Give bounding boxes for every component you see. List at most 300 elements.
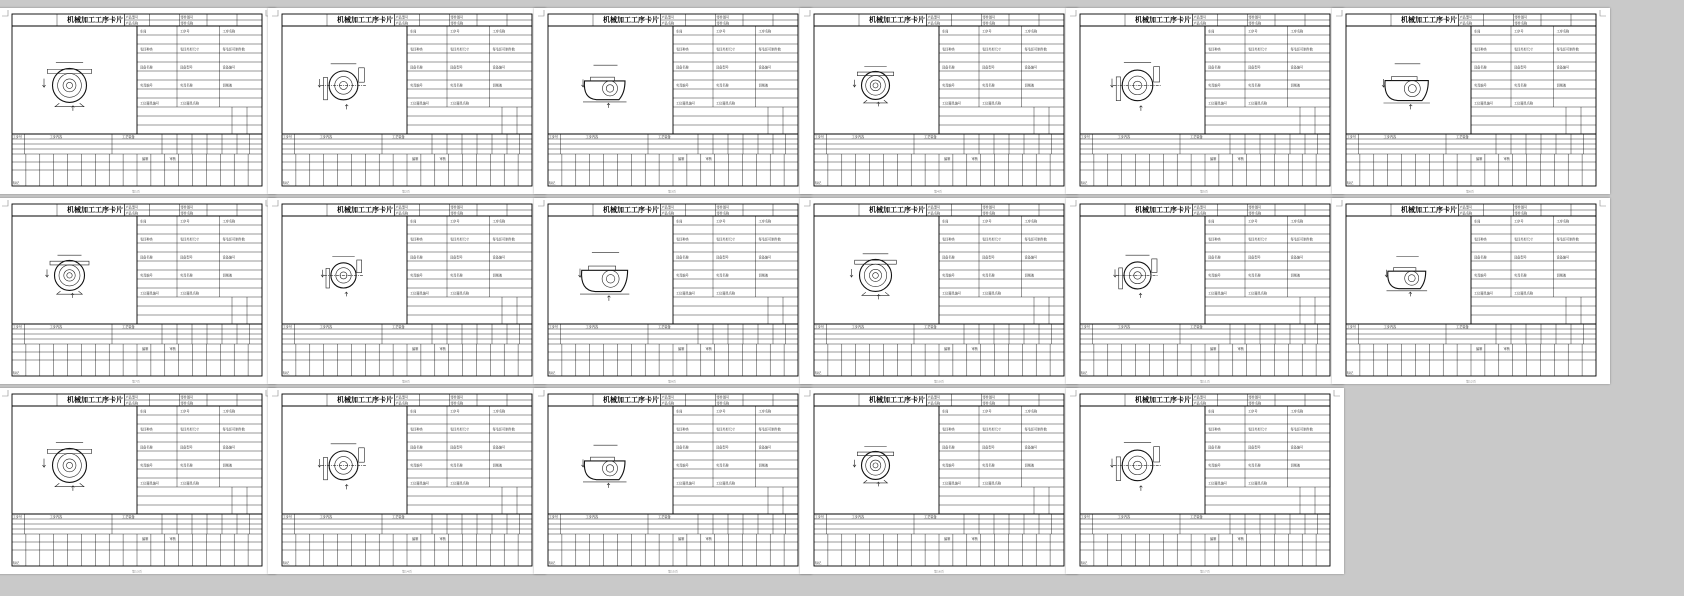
blank-count-label: 每毛坯可制件数 (222, 47, 245, 52)
card-title: 机械加工工序卡片 (1135, 396, 1191, 404)
workshop-label: 车间 (410, 29, 417, 34)
equipment-name-label: 设备名称 (1474, 255, 1487, 260)
product-name-label: 产品名称 (927, 211, 941, 216)
equipment-model-label: 设备型号 (1514, 255, 1527, 260)
equipment-no-label: 设备编号 (492, 65, 506, 70)
product-model-label: 产品型号 (1459, 205, 1473, 210)
part-name-label: 零件名称 (450, 401, 464, 406)
fixture-no-label: 夹具编号 (1474, 83, 1487, 88)
step-no-header: 工步号 (12, 134, 23, 139)
card-title: 机械加工工序卡片 (337, 16, 393, 24)
page-thumbnail[interactable] (268, 388, 546, 574)
step-content-header: 工步内容 (1117, 134, 1131, 139)
station-tool-name-label: 工位器具名称 (1248, 481, 1268, 486)
part-sketch (582, 65, 627, 108)
coolant-label: 切削液 (222, 83, 233, 88)
fixture-no-label: 夹具编号 (410, 463, 423, 468)
blank-type-label: 毛坯种类 (140, 237, 153, 242)
blank-type-label: 毛坯种类 (1474, 47, 1487, 52)
process-no-label: 工序号 (1514, 219, 1524, 224)
fixture-no-label: 夹具编号 (140, 83, 153, 88)
equipment-name-label: 设备名称 (942, 445, 955, 450)
process-card-drawing (0, 198, 276, 384)
blank-type-label: 毛坯种类 (942, 237, 955, 242)
marking-label: 标记 (283, 371, 290, 375)
blank-count-label: 每毛坯可制件数 (1290, 237, 1313, 242)
step-no-header: 工步号 (548, 324, 559, 329)
card-title: 机械加工工序卡片 (67, 396, 123, 404)
blank-type-label: 毛坯种类 (140, 427, 153, 432)
part-sketch (1382, 64, 1430, 110)
page-thumbnail[interactable] (800, 388, 1078, 574)
blank-count-label: 每毛坯可制件数 (1290, 427, 1313, 432)
workshop-label: 车间 (410, 219, 417, 224)
fixture-name-label: 夹具名称 (1248, 273, 1261, 278)
page-thumbnail[interactable] (800, 198, 1078, 384)
process-card-drawing (800, 388, 1078, 574)
fixture-no-label: 夹具编号 (676, 83, 689, 88)
card-title: 机械加工工序卡片 (337, 206, 393, 214)
product-name-label: 产品名称 (927, 401, 941, 406)
page-thumbnail[interactable] (534, 198, 812, 384)
compiled-label: 编制 (944, 157, 951, 161)
process-equipment-header: 工艺装备 (392, 514, 405, 519)
blank-type-label: 毛坯种类 (942, 47, 955, 52)
part-name-label: 零件名称 (1248, 401, 1262, 406)
process-card-drawing (268, 198, 546, 384)
part-drawing-no-label: 零件图号 (1248, 205, 1262, 210)
station-tool-name-label: 工位器具名称 (180, 101, 200, 106)
coolant-label: 切削液 (222, 463, 233, 468)
part-name-label: 零件名称 (716, 211, 730, 216)
equipment-name-label: 设备名称 (942, 255, 955, 260)
process-card-drawing (800, 8, 1078, 194)
page-thumbnail[interactable] (1066, 388, 1344, 574)
fixture-name-label: 夹具名称 (1248, 463, 1261, 468)
fixture-name-label: 夹具名称 (1514, 83, 1527, 88)
page-thumbnail[interactable] (1332, 8, 1610, 194)
step-content-header: 工步内容 (851, 324, 865, 329)
reviewed-label: 审核 (169, 347, 176, 351)
part-sketch (321, 257, 363, 297)
fixture-name-label: 夹具名称 (982, 273, 995, 278)
equipment-no-label: 设备编号 (758, 445, 772, 450)
process-equipment-header: 工艺装备 (392, 134, 405, 139)
coolant-label: 切削液 (1290, 273, 1301, 278)
equipment-no-label: 设备编号 (1290, 445, 1304, 450)
page-number: 第7页 (132, 379, 140, 384)
card-title: 机械加工工序卡片 (1401, 16, 1457, 24)
part-sketch (853, 447, 894, 487)
card-title: 机械加工工序卡片 (337, 396, 393, 404)
reviewed-label: 审核 (1503, 157, 1510, 161)
fixture-no-label: 夹具编号 (1208, 83, 1221, 88)
blank-size-label: 毛坯外形尺寸 (450, 237, 470, 242)
part-name-label: 零件名称 (180, 401, 194, 406)
part-name-label: 零件名称 (180, 21, 194, 26)
blank-type-label: 毛坯种类 (410, 237, 423, 242)
fixture-no-label: 夹具编号 (410, 83, 423, 88)
workshop-label: 车间 (942, 219, 949, 224)
product-name-label: 产品名称 (661, 211, 675, 216)
equipment-no-label: 设备编号 (1556, 65, 1570, 70)
equipment-name-label: 设备名称 (676, 255, 689, 260)
station-tool-no-label: 工位器具编号 (676, 291, 696, 296)
process-card-drawing (1332, 198, 1610, 384)
process-no-label: 工序号 (450, 29, 460, 34)
equipment-model-label: 设备型号 (450, 255, 463, 260)
page-number: 第17页 (1200, 569, 1210, 574)
compiled-label: 编制 (1476, 347, 1483, 351)
step-no-header: 工步号 (548, 134, 559, 139)
reviewed-label: 审核 (705, 157, 712, 161)
step-content-header: 工步内容 (319, 514, 333, 519)
equipment-no-label: 设备编号 (492, 255, 506, 260)
station-tool-no-label: 工位器具编号 (1474, 291, 1494, 296)
blank-count-label: 每毛坯可制件数 (1556, 237, 1579, 242)
blank-size-label: 毛坯外形尺寸 (180, 47, 200, 52)
equipment-name-label: 设备名称 (1208, 445, 1221, 450)
marking-label: 标记 (815, 181, 822, 185)
part-name-label: 零件名称 (450, 211, 464, 216)
fixture-name-label: 夹具名称 (982, 83, 995, 88)
step-no-header: 工步号 (1080, 324, 1091, 329)
station-tool-name-label: 工位器具名称 (1514, 291, 1534, 296)
coolant-label: 切削液 (222, 273, 233, 278)
fixture-name-label: 夹具名称 (716, 83, 729, 88)
process-card-drawing (1066, 198, 1344, 384)
part-sketch (579, 252, 630, 300)
part-name-label: 零件名称 (982, 401, 996, 406)
coolant-label: 切削液 (1290, 83, 1301, 88)
coolant-label: 切削液 (758, 83, 769, 88)
process-card-drawing (1066, 8, 1344, 194)
part-name-label: 零件名称 (450, 21, 464, 26)
page-thumbnail[interactable] (1332, 198, 1610, 384)
workshop-label: 车间 (676, 29, 683, 34)
part-name-label: 零件名称 (1248, 21, 1262, 26)
step-no-header: 工步号 (12, 514, 23, 519)
part-sketch (1114, 255, 1159, 298)
blank-count-label: 每毛坯可制件数 (492, 237, 515, 242)
blank-size-label: 毛坯外形尺寸 (1248, 427, 1268, 432)
card-title: 机械加工工序卡片 (67, 16, 123, 24)
blank-size-label: 毛坯外形尺寸 (716, 237, 736, 242)
equipment-model-label: 设备型号 (450, 445, 463, 450)
station-tool-name-label: 工位器具名称 (1248, 291, 1268, 296)
step-no-header: 工步号 (814, 324, 825, 329)
part-sketch (1111, 442, 1162, 490)
card-title: 机械加工工序卡片 (869, 16, 925, 24)
process-name-label: 工序名称 (1024, 29, 1038, 34)
blank-size-label: 毛坯外形尺寸 (982, 237, 1002, 242)
step-content-header: 工步内容 (585, 324, 599, 329)
process-equipment-header: 工艺装备 (658, 134, 671, 139)
process-no-label: 工序号 (982, 409, 992, 414)
part-name-label: 零件名称 (1514, 211, 1528, 216)
equipment-no-label: 设备编号 (1024, 255, 1038, 260)
step-content-header: 工步内容 (851, 134, 865, 139)
coolant-label: 切削液 (758, 273, 769, 278)
marking-label: 标记 (549, 371, 556, 375)
part-drawing-no-label: 零件图号 (1514, 15, 1528, 20)
product-name-label: 产品名称 (661, 21, 675, 26)
compiled-label: 编制 (412, 347, 419, 351)
equipment-name-label: 设备名称 (410, 445, 423, 450)
fixture-no-label: 夹具编号 (1208, 463, 1221, 468)
station-tool-no-label: 工位器具编号 (140, 291, 160, 296)
station-tool-no-label: 工位器具编号 (676, 481, 696, 486)
marking-label: 标记 (13, 561, 20, 565)
process-name-label: 工序名称 (1290, 29, 1304, 34)
equipment-name-label: 设备名称 (140, 65, 153, 70)
part-sketch (318, 64, 366, 110)
reviewed-label: 审核 (439, 157, 446, 161)
part-sketch (853, 67, 894, 107)
equipment-no-label: 设备编号 (758, 65, 772, 70)
part-sketch (850, 254, 896, 300)
reviewed-label: 审核 (971, 157, 978, 161)
page-number: 第15页 (668, 569, 678, 574)
compiled-label: 编制 (678, 347, 685, 351)
blank-type-label: 毛坯种类 (676, 47, 689, 52)
equipment-model-label: 设备型号 (982, 445, 995, 450)
product-name-label: 产品名称 (1193, 401, 1207, 406)
marking-label: 标记 (1081, 561, 1088, 565)
page-thumbnail[interactable] (1066, 8, 1344, 194)
product-name-label: 产品名称 (1193, 21, 1207, 26)
process-name-label: 工序名称 (222, 409, 236, 414)
part-drawing-no-label: 零件图号 (180, 395, 194, 400)
station-tool-name-label: 工位器具名称 (450, 291, 470, 296)
equipment-model-label: 设备型号 (716, 255, 729, 260)
equipment-name-label: 设备名称 (410, 255, 423, 260)
blank-type-label: 毛坯种类 (1208, 237, 1221, 242)
product-model-label: 产品型号 (927, 395, 941, 400)
product-model-label: 产品型号 (661, 205, 675, 210)
product-name-label: 产品名称 (1459, 21, 1473, 26)
page-thumbnail[interactable] (800, 8, 1078, 194)
step-content-header: 工步内容 (851, 514, 865, 519)
reviewed-label: 审核 (439, 537, 446, 541)
station-tool-no-label: 工位器具编号 (1208, 291, 1228, 296)
process-no-label: 工序号 (1514, 29, 1524, 34)
page-number: 第5页 (1200, 189, 1208, 194)
blank-type-label: 毛坯种类 (410, 427, 423, 432)
blank-count-label: 每毛坯可制件数 (758, 237, 781, 242)
compiled-label: 编制 (1210, 347, 1217, 351)
fixture-name-label: 夹具名称 (180, 273, 193, 278)
step-no-header: 工步号 (814, 514, 825, 519)
workshop-label: 车间 (140, 409, 147, 414)
product-model-label: 产品型号 (125, 15, 139, 20)
part-name-label: 零件名称 (180, 211, 194, 216)
process-name-label: 工序名称 (222, 219, 236, 224)
page-number: 第4页 (934, 189, 942, 194)
station-tool-name-label: 工位器具名称 (716, 101, 736, 106)
product-model-label: 产品型号 (1459, 15, 1473, 20)
process-no-label: 工序号 (716, 219, 726, 224)
process-card-drawing (534, 8, 812, 194)
equipment-name-label: 设备名称 (410, 65, 423, 70)
product-name-label: 产品名称 (395, 21, 409, 26)
process-name-label: 工序名称 (492, 219, 506, 224)
step-content-header: 工步内容 (319, 134, 333, 139)
process-name-label: 工序名称 (758, 29, 772, 34)
process-equipment-header: 工艺装备 (1456, 134, 1469, 139)
process-no-label: 工序号 (450, 409, 460, 414)
product-model-label: 产品型号 (927, 15, 941, 20)
station-tool-name-label: 工位器具名称 (982, 481, 1002, 486)
fixture-no-label: 夹具编号 (676, 463, 689, 468)
process-name-label: 工序名称 (758, 409, 772, 414)
equipment-no-label: 设备编号 (222, 445, 236, 450)
part-sketch (1385, 257, 1427, 297)
product-model-label: 产品型号 (927, 205, 941, 210)
part-drawing-no-label: 零件图号 (450, 205, 464, 210)
station-tool-name-label: 工位器具名称 (180, 291, 200, 296)
fixture-name-label: 夹具名称 (180, 83, 193, 88)
page-thumbnail[interactable] (1066, 198, 1344, 384)
equipment-model-label: 设备型号 (1248, 255, 1261, 260)
process-name-label: 工序名称 (1024, 409, 1038, 414)
page-thumbnail[interactable] (268, 198, 546, 384)
process-equipment-header: 工艺装备 (924, 134, 937, 139)
process-card-drawing (0, 8, 276, 194)
step-no-header: 工步号 (1080, 134, 1091, 139)
coolant-label: 切削液 (1024, 463, 1035, 468)
station-tool-name-label: 工位器具名称 (1514, 101, 1534, 106)
equipment-no-label: 设备编号 (1290, 65, 1304, 70)
compiled-label: 编制 (412, 537, 419, 541)
card-title: 机械加工工序卡片 (869, 206, 925, 214)
equipment-name-label: 设备名称 (942, 65, 955, 70)
equipment-model-label: 设备型号 (1248, 445, 1261, 450)
station-tool-no-label: 工位器具编号 (410, 291, 430, 296)
equipment-model-label: 设备型号 (180, 65, 193, 70)
step-content-header: 工步内容 (49, 134, 63, 139)
equipment-no-label: 设备编号 (1556, 255, 1570, 260)
equipment-name-label: 设备名称 (676, 65, 689, 70)
reviewed-label: 审核 (705, 347, 712, 351)
equipment-model-label: 设备型号 (180, 255, 193, 260)
reviewed-label: 审核 (1237, 537, 1244, 541)
process-equipment-header: 工艺装备 (122, 134, 135, 139)
reviewed-label: 审核 (971, 347, 978, 351)
product-model-label: 产品型号 (661, 15, 675, 20)
marking-label: 标记 (283, 561, 290, 565)
step-content-header: 工步内容 (49, 324, 63, 329)
fixture-no-label: 夹具编号 (140, 463, 153, 468)
station-tool-no-label: 工位器具编号 (140, 101, 160, 106)
page-thumbnail[interactable] (0, 388, 276, 574)
compiled-label: 编制 (1210, 537, 1217, 541)
product-name-label: 产品名称 (1193, 211, 1207, 216)
blank-count-label: 每毛坯可制件数 (1290, 47, 1313, 52)
product-name-label: 产品名称 (125, 401, 139, 406)
equipment-no-label: 设备编号 (1290, 255, 1304, 260)
product-model-label: 产品型号 (125, 395, 139, 400)
station-tool-name-label: 工位器具名称 (716, 481, 736, 486)
product-name-label: 产品名称 (1459, 211, 1473, 216)
process-name-label: 工序名称 (1024, 219, 1038, 224)
fixture-no-label: 夹具编号 (942, 463, 955, 468)
process-equipment-header: 工艺装备 (658, 324, 671, 329)
process-equipment-header: 工艺装备 (924, 514, 937, 519)
card-title: 机械加工工序卡片 (603, 396, 659, 404)
process-card-drawing (800, 198, 1078, 384)
part-name-label: 零件名称 (1514, 21, 1528, 26)
part-drawing-no-label: 零件图号 (1514, 205, 1528, 210)
part-name-label: 零件名称 (716, 21, 730, 26)
station-tool-no-label: 工位器具编号 (1208, 481, 1228, 486)
station-tool-no-label: 工位器具编号 (1208, 101, 1228, 106)
blank-type-label: 毛坯种类 (410, 47, 423, 52)
page-number: 第13页 (132, 569, 142, 574)
equipment-model-label: 设备型号 (716, 65, 729, 70)
page-thumbnail[interactable] (534, 8, 812, 194)
equipment-name-label: 设备名称 (140, 445, 153, 450)
step-content-header: 工步内容 (1117, 514, 1131, 519)
page-thumbnail[interactable] (534, 388, 812, 574)
coolant-label: 切削液 (1290, 463, 1301, 468)
station-tool-no-label: 工位器具编号 (942, 291, 962, 296)
equipment-model-label: 设备型号 (982, 65, 995, 70)
compiled-label: 编制 (142, 157, 149, 161)
page-thumbnail[interactable] (268, 8, 546, 194)
step-content-header: 工步内容 (1383, 324, 1397, 329)
product-model-label: 产品型号 (1193, 15, 1207, 20)
step-content-header: 工步内容 (1117, 324, 1131, 329)
part-drawing-no-label: 零件图号 (716, 205, 730, 210)
workshop-label: 车间 (410, 409, 417, 414)
page-thumbnail[interactable] (0, 8, 276, 194)
marking-label: 标记 (1081, 181, 1088, 185)
compiled-label: 编制 (1476, 157, 1483, 161)
blank-size-label: 毛坯外形尺寸 (1514, 237, 1534, 242)
product-model-label: 产品型号 (661, 395, 675, 400)
marking-label: 标记 (549, 561, 556, 565)
compiled-label: 编制 (142, 347, 149, 351)
process-equipment-header: 工艺装备 (392, 324, 405, 329)
blank-count-label: 每毛坯可制件数 (1024, 237, 1047, 242)
fixture-no-label: 夹具编号 (1208, 273, 1221, 278)
fixture-name-label: 夹具名称 (1248, 83, 1261, 88)
blank-size-label: 毛坯外形尺寸 (982, 47, 1002, 52)
part-sketch (43, 442, 92, 490)
card-title: 机械加工工序卡片 (1135, 206, 1191, 214)
equipment-name-label: 设备名称 (676, 445, 689, 450)
station-tool-no-label: 工位器具编号 (410, 481, 430, 486)
product-model-label: 产品型号 (1193, 205, 1207, 210)
part-name-label: 零件名称 (716, 401, 730, 406)
product-name-label: 产品名称 (125, 211, 139, 216)
equipment-model-label: 设备型号 (180, 445, 193, 450)
page-number: 第8页 (402, 379, 410, 384)
fixture-no-label: 夹具编号 (676, 273, 689, 278)
step-no-header: 工步号 (548, 514, 559, 519)
product-model-label: 产品型号 (395, 15, 409, 20)
step-no-header: 工步号 (814, 134, 825, 139)
process-equipment-header: 工艺装备 (1190, 134, 1203, 139)
part-name-label: 零件名称 (1248, 211, 1262, 216)
compiled-label: 编制 (678, 157, 685, 161)
equipment-name-label: 设备名称 (1208, 255, 1221, 260)
page-thumbnail[interactable] (0, 198, 276, 384)
page-number: 第1页 (132, 189, 140, 194)
workshop-label: 车间 (942, 29, 949, 34)
station-tool-no-label: 工位器具编号 (676, 101, 696, 106)
